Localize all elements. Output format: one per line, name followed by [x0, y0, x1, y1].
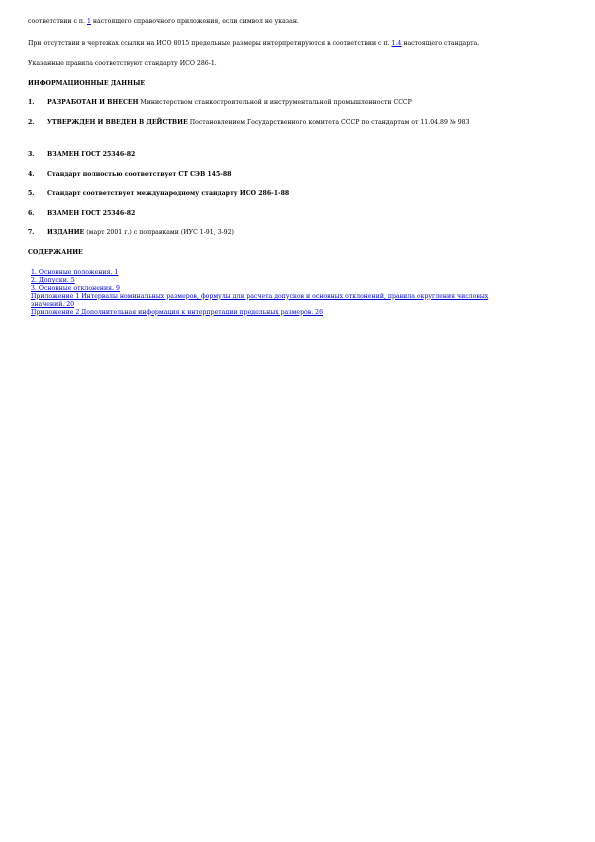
- info-item-number: 6.: [28, 210, 35, 217]
- info-item-number: 2.: [28, 119, 35, 126]
- info-item-number: 3.: [28, 151, 35, 158]
- info-item-bold: Стандарт полностью соответствует СТ СЭВ 145-88: [47, 171, 232, 178]
- info-item-4: [28, 171, 567, 179]
- info-item-bold: Стандарт соответствует международному стандарту ИСО 286-1-88: [47, 190, 290, 197]
- toc-link-tolerances[interactable]: 2. Допуски. 5: [31, 276, 75, 284]
- info-item-2: [28, 119, 567, 127]
- intro-line-2-start: При отсутствии в чертежах ссылки на ИСО 8015 предельные размеры интерпретируются в соответствии с п.: [28, 40, 392, 47]
- info-item-text: Постановлением Государственного комитета СССР по стандартам от 11.04.89 № 983: [187, 119, 470, 126]
- intro-line-1-start: соответствии с п.: [28, 18, 87, 25]
- info-item-bold: УТВЕРЖДЕН И ВВЕДЕН В ДЕЙСТВИЕ: [47, 119, 188, 126]
- info-item-3: [28, 151, 567, 159]
- intro-line-1-end: настоящего справочного приложения, если символ не указан.: [90, 18, 299, 25]
- info-item-7: [28, 229, 567, 237]
- intro-line-2-end: настоящего стандарта.: [401, 40, 480, 47]
- info-item-number: 1.: [28, 99, 35, 106]
- info-item-bold: РАЗРАБОТАН И ВНЕСЕН: [47, 99, 139, 106]
- toc-link-fundamental-deviations[interactable]: 3. Основные отклонения. 9: [31, 284, 120, 292]
- toc-link-appendix-1[interactable]: Приложение 1 Интервалы номинальных размеров, формулы для расчета допусков и основных отклонений, правила округления числовых значений. 20: [31, 292, 489, 308]
- clause-1-link[interactable]: 1: [86, 18, 91, 25]
- info-item-6: [28, 210, 567, 218]
- info-item-number: 4.: [28, 171, 35, 178]
- info-item-1: [28, 99, 567, 107]
- info-item-bold: ВЗАМЕН ГОСТ 25346-82: [47, 210, 136, 217]
- info-item-bold: ВЗАМЕН ГОСТ 25346-82: [47, 151, 136, 158]
- clause-1-4-link[interactable]: 1.4: [391, 40, 402, 47]
- info-item-bold: ИЗДАНИЕ: [47, 229, 85, 236]
- info-item-text: (март 2001 г.) с поправками (ИУС 1-91, 3-92): [84, 229, 234, 236]
- info-item-number: 5.: [28, 190, 35, 197]
- info-item-text: Министерством станкостроительной и инструментальной промышленности СССР: [138, 99, 412, 106]
- toc-link-basic-provisions[interactable]: 1. Основные положения. 1: [31, 269, 119, 276]
- info-item-number: 7.: [28, 229, 35, 236]
- info-item-5: [28, 190, 567, 198]
- intro-line-3: Указанные правила соответствуют стандарту ИСО 286-1.: [28, 60, 217, 67]
- toc-link-appendix-2[interactable]: Приложение 2 Дополнительная информация к интерпретации предельных размеров. 26: [31, 308, 324, 316]
- contents-heading: СОДЕРЖАНИЕ: [28, 249, 83, 256]
- intro-line-1: [28, 18, 567, 26]
- table-of-contents: [31, 269, 501, 316]
- intro-line-2: [28, 40, 567, 48]
- info-heading: ИНФОРМАЦИОННЫЕ ДАННЫЕ: [28, 80, 146, 87]
